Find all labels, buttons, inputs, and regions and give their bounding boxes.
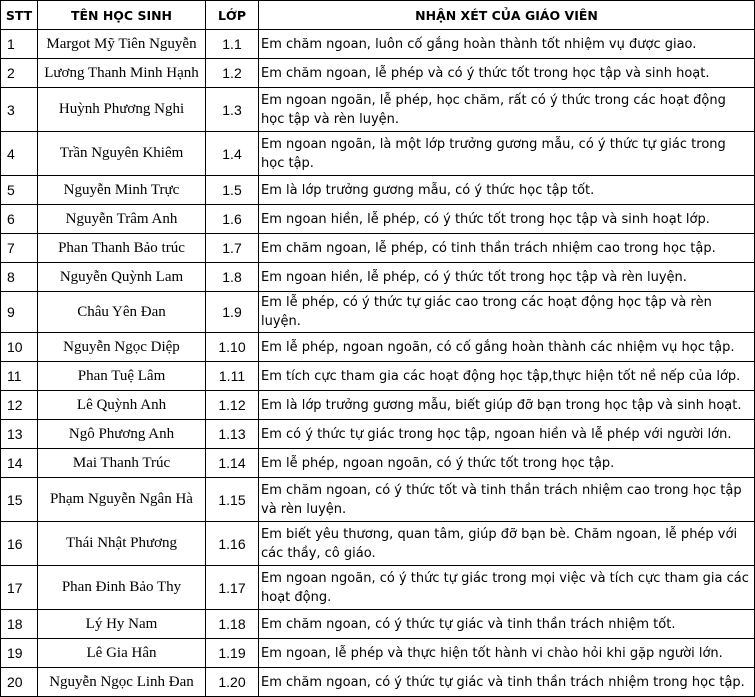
row-stt: 4	[1, 132, 38, 176]
row-student-name: Phan Đinh Bảo Thy	[38, 566, 206, 610]
header-stt: STT	[1, 1, 38, 30]
row-stt: 5	[1, 176, 38, 205]
row-stt: 18	[1, 610, 38, 639]
row-comment: Em chăm ngoan, có ý thức tự giác và tinh thần trách nhiệm tốt.	[259, 610, 755, 639]
row-comment: Em lễ phép, có ý thức tự giác cao trong các hoạt động học tập và rèn luyện.	[259, 292, 755, 333]
row-class: 1.20	[206, 668, 259, 697]
row-comment: Em lễ phép, ngoan ngoãn, có ý thức tốt trong học tập.	[259, 449, 755, 478]
row-stt: 15	[1, 478, 38, 522]
row-comment: Em ngoan, lễ phép và thực hiện tốt hành vi chào hỏi khi gặp người lớn.	[259, 639, 755, 668]
row-comment: Em ngoan ngoãn, có ý thức tự giác trong mọi việc và tích cực tham gia các hoạt động.	[259, 566, 755, 610]
row-stt: 2	[1, 59, 38, 88]
table-row	[1, 639, 755, 668]
row-class: 1.13	[206, 420, 259, 449]
row-student-name: Phan Thanh Bảo trúc	[38, 234, 206, 263]
row-stt: 14	[1, 449, 38, 478]
row-class: 1.9	[206, 292, 259, 333]
row-comment: Em có ý thức tự giác trong học tập, ngoan hiền và lễ phép với người lớn.	[259, 420, 755, 449]
row-stt: 1	[1, 30, 38, 59]
row-comment: Em là lớp trưởng gương mẫu, biết giúp đỡ bạn trong học tập và sinh hoạt.	[259, 391, 755, 420]
row-comment: Em chăm ngoan, lễ phép, có tinh thần trách nhiệm cao trong học tập.	[259, 234, 755, 263]
row-stt: 6	[1, 205, 38, 234]
table-row	[1, 132, 755, 176]
row-student-name: Ngô Phương Anh	[38, 420, 206, 449]
row-stt: 16	[1, 522, 38, 566]
row-student-name: Lê Quỳnh Anh	[38, 391, 206, 420]
row-stt: 19	[1, 639, 38, 668]
row-stt: 7	[1, 234, 38, 263]
row-comment: Em chăm ngoan, luôn cố gắng hoàn thành tốt nhiệm vụ được giao.	[259, 30, 755, 59]
table-row	[1, 449, 755, 478]
header-row	[1, 1, 755, 30]
row-comment: Em chăm ngoan, lễ phép và có ý thức tốt trong học tập và sinh hoạt.	[259, 59, 755, 88]
table-row	[1, 391, 755, 420]
row-class: 1.6	[206, 205, 259, 234]
row-class: 1.18	[206, 610, 259, 639]
row-comment: Em ngoan ngoãn, là một lớp trưởng gương mẫu, có ý thức tự giác trong học tập.	[259, 132, 755, 176]
row-class: 1.8	[206, 263, 259, 292]
table-row	[1, 610, 755, 639]
row-stt: 8	[1, 263, 38, 292]
row-comment: Em là lớp trưởng gương mẫu, có ý thức học tập tốt.	[259, 176, 755, 205]
table-row	[1, 333, 755, 362]
row-class: 1.15	[206, 478, 259, 522]
table-row	[1, 362, 755, 391]
row-class: 1.19	[206, 639, 259, 668]
row-class: 1.16	[206, 522, 259, 566]
row-stt: 9	[1, 292, 38, 333]
row-class: 1.4	[206, 132, 259, 176]
row-class: 1.1	[206, 30, 259, 59]
table-row	[1, 176, 755, 205]
row-student-name: Châu Yên Đan	[38, 292, 206, 333]
row-student-name: Lương Thanh Minh Hạnh	[38, 59, 206, 88]
table-body	[1, 30, 755, 697]
row-class: 1.11	[206, 362, 259, 391]
table-row	[1, 566, 755, 610]
row-student-name: Lê Gia Hân	[38, 639, 206, 668]
row-student-name: Margot Mỹ Tiên Nguyễn	[38, 30, 206, 59]
row-stt: 12	[1, 391, 38, 420]
row-stt: 13	[1, 420, 38, 449]
row-student-name: Nguyễn Trâm Anh	[38, 205, 206, 234]
row-student-name: Thái Nhật Phương	[38, 522, 206, 566]
row-class: 1.12	[206, 391, 259, 420]
row-class: 1.14	[206, 449, 259, 478]
row-comment: Em biết yêu thương, quan tâm, giúp đỡ bạn bè. Chăm ngoan, lễ phép với các thầy, cô giáo.	[259, 522, 755, 566]
row-class: 1.10	[206, 333, 259, 362]
row-comment: Em chăm ngoan, có ý thức tốt và tinh thần trách nhiệm cao trong học tập và rèn luyện.	[259, 478, 755, 522]
row-student-name: Lý Hy Nam	[38, 610, 206, 639]
row-student-name: Nguyễn Quỳnh Lam	[38, 263, 206, 292]
table-row	[1, 88, 755, 132]
table-row	[1, 292, 755, 333]
row-comment: Em ngoan hiền, lễ phép, có ý thức tốt trong học tập và sinh hoạt lớp.	[259, 205, 755, 234]
row-class: 1.17	[206, 566, 259, 610]
row-comment: Em chăm ngoan, có ý thức tự giác và tinh thần trách nhiệm trong học tập.	[259, 668, 755, 697]
row-student-name: Phạm Nguyễn Ngân Hà	[38, 478, 206, 522]
row-comment: Em tích cực tham gia các hoạt động học tập,thực hiện tốt nề nếp của lớp.	[259, 362, 755, 391]
row-class: 1.7	[206, 234, 259, 263]
row-class: 1.5	[206, 176, 259, 205]
row-student-name: Nguyễn Ngọc Diệp	[38, 333, 206, 362]
row-student-name: Trần Nguyên Khiêm	[38, 132, 206, 176]
row-comment: Em ngoan hiền, lễ phép, có ý thức tốt trong học tập và rèn luyện.	[259, 263, 755, 292]
table-row	[1, 59, 755, 88]
row-student-name: Nguyễn Ngọc Linh Đan	[38, 668, 206, 697]
row-class: 1.3	[206, 88, 259, 132]
row-comment: Em lễ phép, ngoan ngoãn, có cố gắng hoàn thành các nhiệm vụ học tập.	[259, 333, 755, 362]
header-comment: NHẬN XÉT CỦA GIÁO VIÊN	[259, 1, 755, 30]
row-stt: 20	[1, 668, 38, 697]
row-stt: 3	[1, 88, 38, 132]
header-class: LỚP	[206, 1, 259, 30]
row-stt: 17	[1, 566, 38, 610]
row-class: 1.2	[206, 59, 259, 88]
row-stt: 10	[1, 333, 38, 362]
table-row	[1, 263, 755, 292]
row-comment: Em ngoan ngoãn, lễ phép, học chăm, rất có ý thức trong các hoạt động học tập và rèn luyện.	[259, 88, 755, 132]
row-student-name: Nguyễn Minh Trực	[38, 176, 206, 205]
row-student-name: Huỳnh Phương Nghi	[38, 88, 206, 132]
table-row	[1, 478, 755, 522]
table-row	[1, 420, 755, 449]
table-row	[1, 234, 755, 263]
table-row	[1, 522, 755, 566]
table-row	[1, 205, 755, 234]
header-name: TÊN HỌC SINH	[38, 1, 206, 30]
row-stt: 11	[1, 362, 38, 391]
row-student-name: Mai Thanh Trúc	[38, 449, 206, 478]
row-student-name: Phan Tuệ Lâm	[38, 362, 206, 391]
table-row	[1, 30, 755, 59]
